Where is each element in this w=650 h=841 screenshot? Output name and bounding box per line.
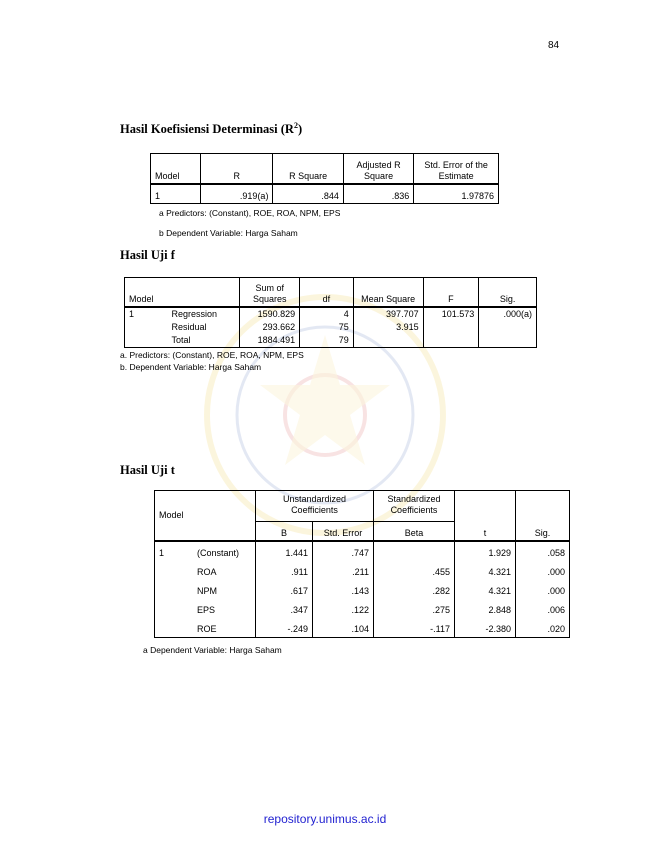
table-row: 1 Regression 1590.829 4 397.707 101.573 .000(a)	[125, 307, 537, 321]
table-row: NPM .617 .143 .282 4.321 .000	[155, 580, 570, 599]
table-subheader-row: B Std. Error Beta	[155, 522, 570, 542]
table-header-row: Model Sum of Squares df Mean Square F Sig.	[125, 278, 537, 308]
model-summary-table	[150, 153, 499, 204]
table-note: b. Dependent Variable: Harga Saham	[120, 362, 262, 372]
table-header-row: Model Unstandardized Coefficients Standardized Coefficients t Sig.	[155, 491, 570, 522]
table-note: b Dependent Variable: Harga Saham	[159, 228, 298, 238]
table-row: EPS .347 .122 .275 2.848 .006	[155, 599, 570, 618]
table-row: ROE -.249 .104 -.117 -2.380 .020	[155, 618, 570, 638]
table-row: ROA .911 .211 .455 4.321 .000	[155, 561, 570, 580]
anova-table	[124, 277, 537, 348]
heading-uji-f: Hasil Uji f	[120, 248, 175, 262]
table-row: Residual 293.662 75 3.915	[125, 321, 537, 334]
table-note: a. Predictors: (Constant), ROE, ROA, NPM, EPS	[120, 350, 304, 360]
table-header-row: Model R R Square Adjusted R Square Std. Error of the Estimate	[151, 154, 499, 185]
page-number: 84	[548, 40, 560, 51]
heading-koefisien-determinasi: Hasil Koefisiensi Determinasi $(R^2)$	[120, 121, 303, 137]
table-note: a Predictors: (Constant), ROE, ROA, NPM, EPS	[159, 208, 341, 218]
table-row: Total 1884.491 79	[125, 334, 537, 348]
coefficients-table	[154, 490, 570, 638]
heading-uji-t: Hasil Uji t	[120, 463, 175, 477]
table-row: 1 .919(a) .844 .836 1.97876	[151, 184, 499, 204]
table-row: 1 (Constant) 1.441 .747 1.929 .058	[155, 541, 570, 561]
repository-link[interactable]: repository.unimus.ac.id	[263, 812, 387, 826]
table-note: a Dependent Variable: Harga Saham	[143, 645, 282, 655]
